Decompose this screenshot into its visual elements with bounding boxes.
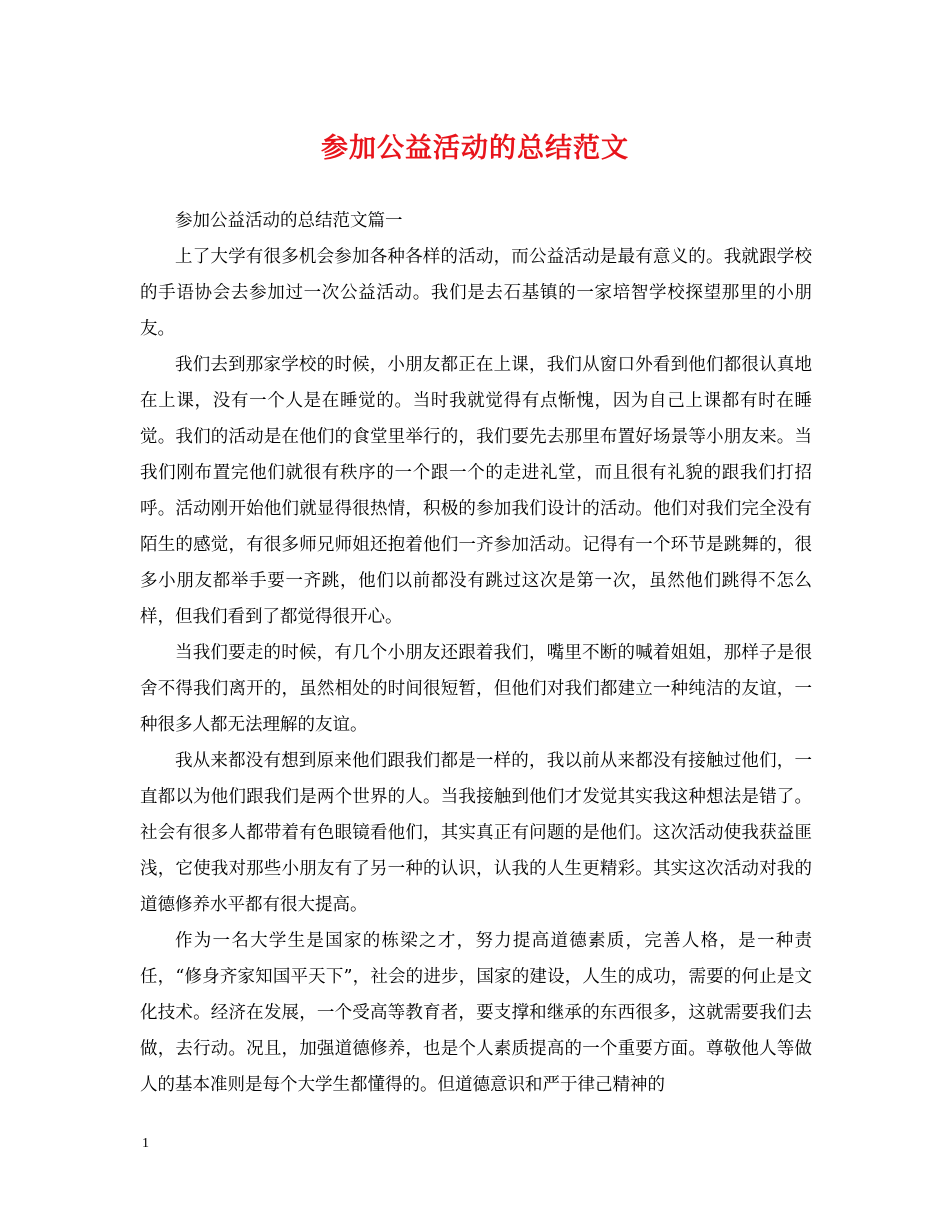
paragraph: 作为一名大学生是国家的栋梁之才，努力提高道德素质，完善人格，是一种责任，“修身齐家知国平天下”，社会的进步，国家的建设，人生的成功，需要的何止是文化技术。经济在发展，一个受高等教育者，要支撑和继承的东西很多，这就需要我们去做，去行动。况且，加强道德修养，也是个人素质提高的一个重要方面。尊敬他人等做人的基本准则是每个大学生都懂得的。但道德意识和严于律己精神的 (140, 931, 812, 1095)
document-title: 参加公益活动的总结范文 (321, 133, 629, 164)
paragraph: 当我们要走的时候，有几个小朋友还跟着我们，嘴里不断的喊着姐姐，那样子是很舍不得我们离开的，虽然相处的时间很短暂，但他们对我们都建立一种纯洁的友谊，一种很多人都无法理解的友谊。 (140, 643, 812, 735)
paragraph: 我们去到那家学校的时候，小朋友都正在上课，我们从窗口外看到他们都很认真地在上课，没有一个人是在睡觉的。当时我就觉得有点惭愧，因为自己上课都有时在睡觉。我们的活动是在他们的食堂里举行的，我们要先去那里布置好场景等小朋友来。当我们刚布置完他们就很有秩序的一个跟一个的走进礼堂，而且很有礼貌的跟我们打招呼。活动刚开始他们就显得很热情，积极的参加我们设计的活动。他们对我们完全没有陌生的感觉，有很多师兄师姐还抱着他们一齐参加活动。记得有一个环节是跳舞的，很多小朋友都举手要一齐跳，他们以前都没有跳过这次是第一次，虽然他们跳得不怎么样，但我们看到了都觉得很开心。 (140, 355, 812, 627)
paragraph: 上了大学有很多机会参加各种各样的活动，而公益活动是最有意义的。我就跟学校的手语协会去参加过一次公益活动。我们是去石基镇的一家培智学校探望那里的小朋友。 (140, 247, 812, 339)
section-heading: 参加公益活动的总结范文篇一 (175, 211, 403, 231)
page-number: 1 (142, 1136, 149, 1151)
document-body (140, 203, 812, 1103)
paragraph: 我从来都没有想到原来他们跟我们都是一样的，我以前从来都没有接触过他们，一直都以为他们跟我们是两个世界的人。当我接触到他们才发觉其实我这种想法是错了。社会有很多人都带着有色眼镜看他们，其实真正有问题的是他们。这次活动使我获益匪浅，它使我对那些小朋友有了另一种的认识，认我的人生更精彩。其实这次活动对我的道德修养水平都有很大提高。 (140, 751, 812, 915)
